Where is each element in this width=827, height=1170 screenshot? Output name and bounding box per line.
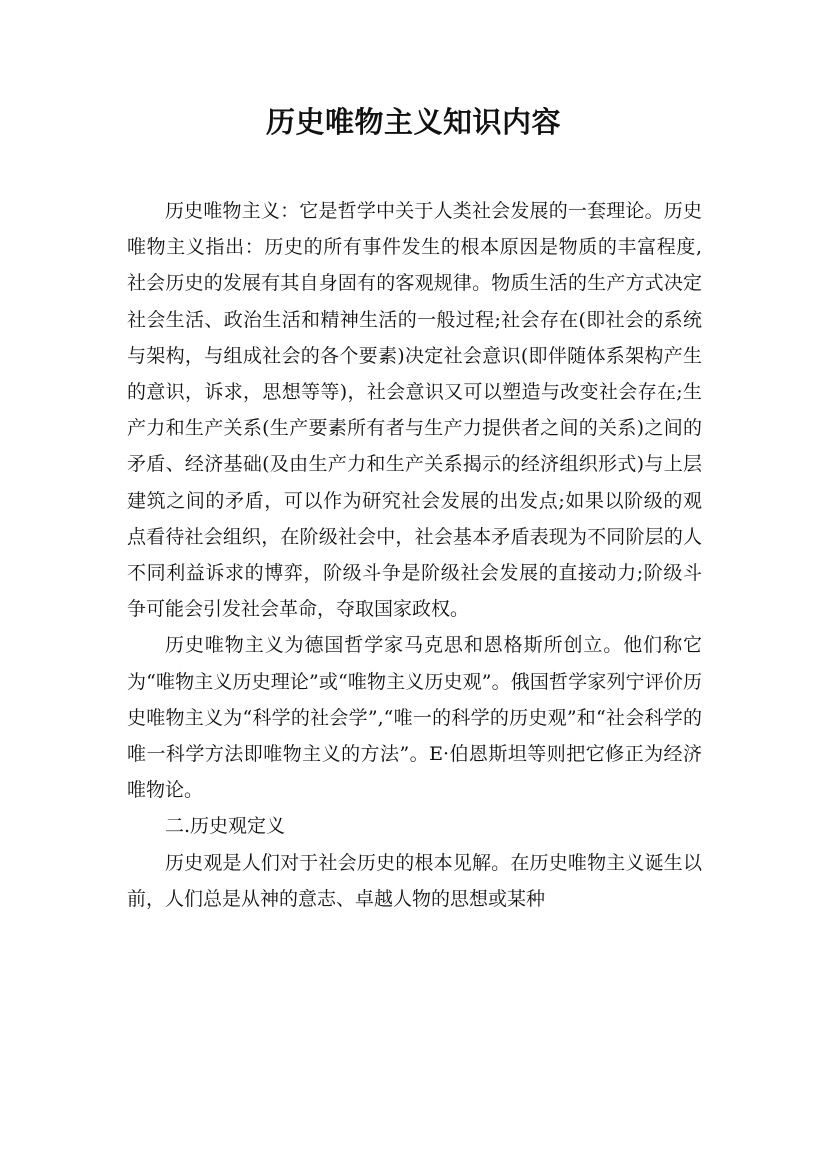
- paragraph-definition: 历史唯物主义：它是哲学中关于人类社会发展的一套理论。历史唯物主义指出：历史的所有事件发生的根本原因是物质的丰富程度,社会历史的发展有其自身固有的客观规律。物质生活的生产方式决定社会生活、政治生活和精神生活的一般过程;社会存在(即社会的系统与架构，与组成社会的各个要素)决定社会意识(即伴随体系架构产生的意识，诉求，思想等等)，社会意识又可以塑造与改变社会存在;生产力和生产关系(生产要素所有者与生产力提供者之间的关系)之间的矛盾、经济基础(及由生产力和生产关系揭示的经济组织形式)与上层建筑之间的矛盾，可以作为研究社会发展的出发点;如果以阶级的观点看待社会组织，在阶级社会中，社会基本矛盾表现为不同阶层的人不同利益诉求的博弈，阶级斗争是阶级社会发展的直接动力;阶级斗争可能会引发社会革命，夺取国家政权。: [127, 200, 702, 621]
- section-heading: 二.历史观定义: [165, 815, 286, 838]
- paragraph-history-view: 历史观是人们对于社会历史的根本见解。在历史唯物主义诞生以前，人们总是从神的意志、卓越人物的思想或某种: [127, 851, 702, 910]
- document-title: 历史唯物主义知识内容: [265, 105, 561, 139]
- paragraph-origin: 历史唯物主义为德国哲学家马克思和恩格斯所创立。他们称它为“唯物主义历史理论”或“唯物主义历史观”。俄国哲学家列宁评价历史唯物主义为“科学的社会学”,“唯一的科学的历史观”和“社会科学的唯一科学方法即唯物主义的方法”。E·伯恩斯坦等则把它修正为经济唯物论。: [127, 634, 702, 802]
- document-body: [127, 193, 702, 917]
